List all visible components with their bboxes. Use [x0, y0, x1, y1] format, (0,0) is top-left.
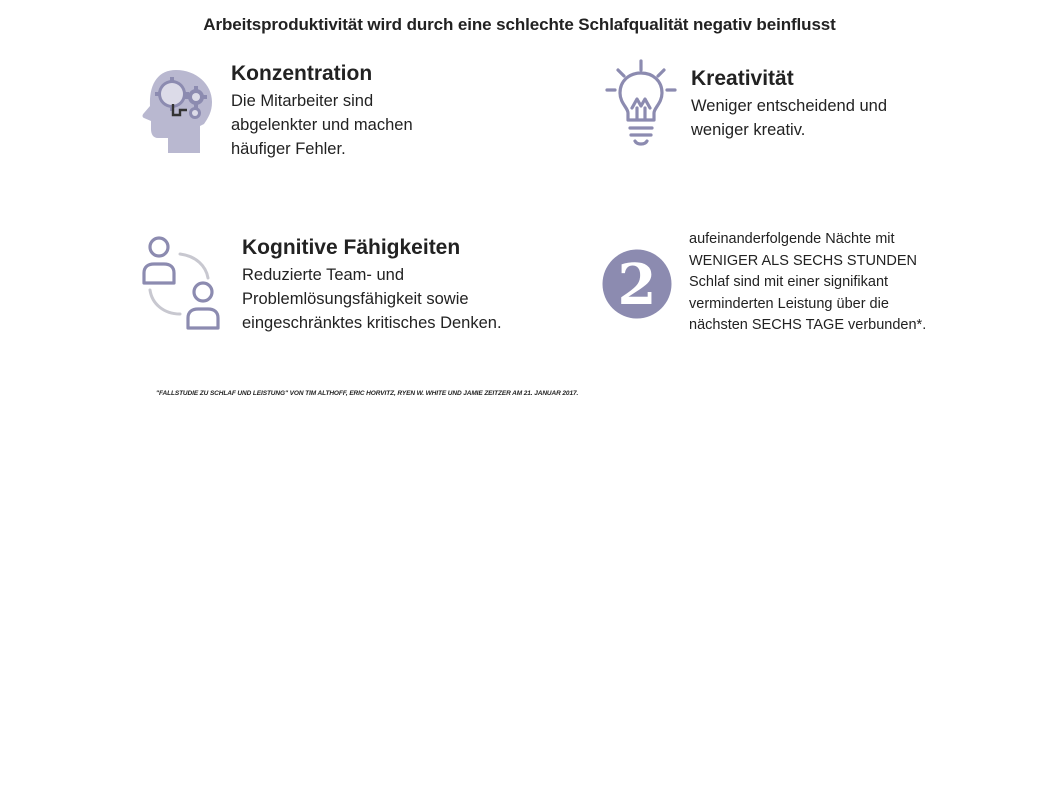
item-heading-kreativitaet: Kreativität	[691, 67, 794, 90]
lightbulb-icon	[604, 58, 678, 148]
head-gears-icon	[140, 66, 218, 156]
item-text-kreativitaet: Weniger entscheidend und weniger kreativ.	[691, 97, 888, 139]
page-title: Arbeitsproduktivität wird durch eine schlechte Schlafqualität negativ beinflusst	[203, 15, 836, 34]
item-text-statistic: aufeinanderfolgende Nächte mit WENIGER ALS SECHS STUNDEN Schlaf sind mit einer signifikant verminderten Leistung über die nächsten SECHS TAGE verbunden*.	[689, 231, 927, 333]
item-heading-konzentration: Konzentration	[231, 62, 373, 85]
people-exchange-icon	[140, 234, 224, 334]
item-text-kognitive-faehigkeiten: Reduzierte Team- und Problemlösungsfähigkeit sowie eingeschränktes kritisches Denken.	[242, 266, 502, 332]
footnote: "FALLSTUDIE ZU SCHLAF UND LEISTUNG" VON TIM ALTHOFF, ERIC HORVITZ, RYEN W. WHITE UND JAMIE ZEITZER AM 21. JANUAR 2017.	[156, 390, 579, 397]
item-text-konzentration: Die Mitarbeiter sind abgelenkter und machen häufiger Fehler.	[231, 92, 413, 158]
item-heading-kognitive-faehigkeiten: Kognitive Fähigkeiten	[242, 236, 461, 259]
number-two-icon	[602, 249, 672, 319]
number-two-label: 2	[617, 252, 657, 318]
